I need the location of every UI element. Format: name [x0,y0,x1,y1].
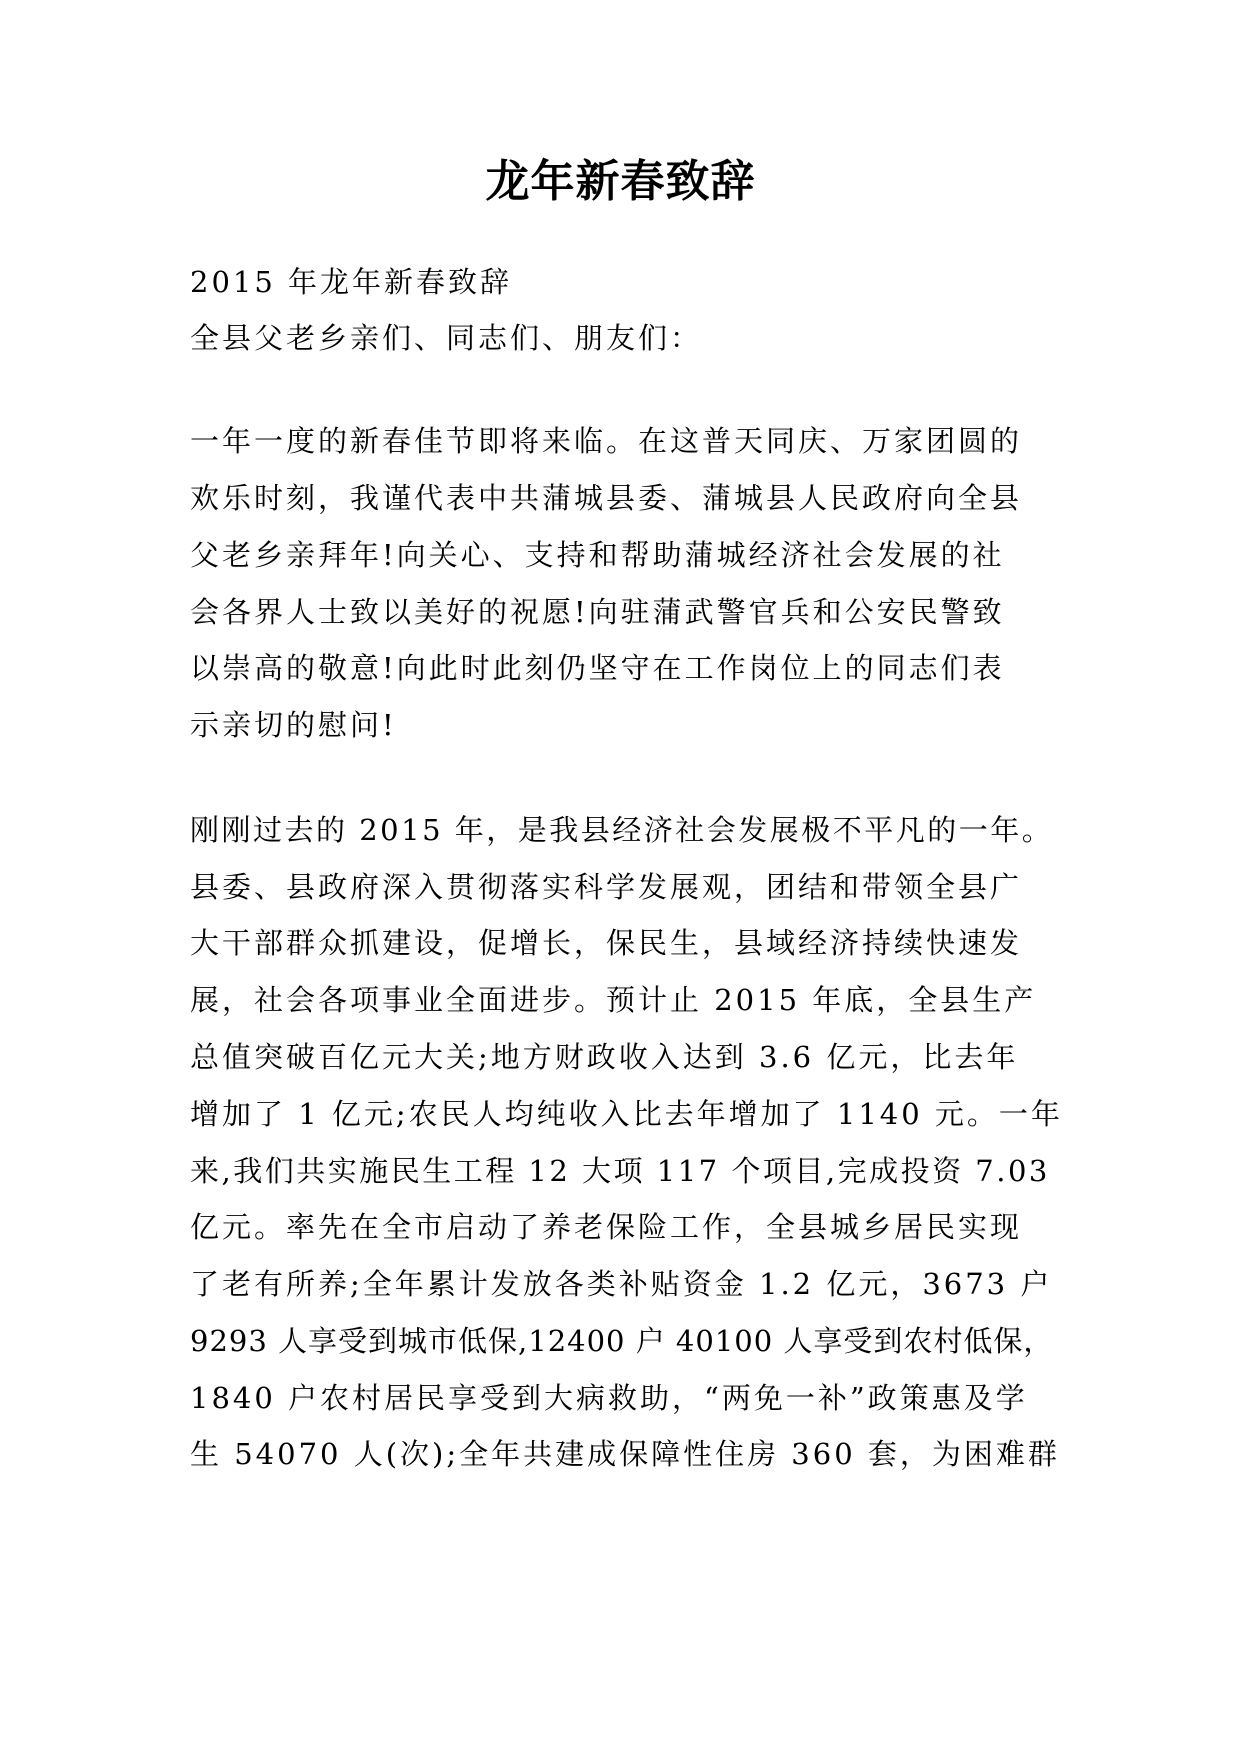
document-title: 龙年新春致辞 [485,156,756,207]
paragraph-line: 了老有所养;全年累计发放各类补贴资金 1.2 亿元，3673 户 [190,1267,1053,1301]
paragraph-line: 来,我们共实施民生工程 12 大项 117 个项目,完成投资 7.03 [190,1154,1050,1188]
paragraph-line: 一年一度的新春佳节即将来临。在这普天同庆、万家团圆的 [190,424,1023,458]
paragraph-line: 会各界人士致以美好的祝愿!向驻蒲武警官兵和公安民警致 [190,595,1005,629]
paragraph-line: 1840 户农村居民享受到大病救助，“两免一补”政策惠及学 [190,1381,1028,1415]
paragraph-line: 以崇高的敬意!向此时此刻仍坚守在工作岗位上的同志们表 [190,651,1005,685]
paragraph-line: 大干部群众抓建设，促增长，保民生，县域经济持续快速发 [190,926,1023,960]
paragraph-line: 刚刚过去的 2015 年，是我县经济社会发展极不平凡的一年。 [190,813,1054,847]
paragraph-line: 示亲切的慰问! [190,708,397,742]
paragraph-line: 亿元。率先在全市启动了养老保险工作，全县城乡居民实现 [190,1210,1023,1244]
salutation: 全县父老乡亲们、同志们、朋友们： [190,321,703,355]
paragraph-line: 总值突破百亿元大关;地方财政收入达到 3.6 亿元，比去年 [190,1040,1019,1074]
paragraph-line: 增加了 1 亿元;农民人均纯收入比去年增加了 1140 元。一年 [190,1097,1063,1131]
paragraph-line: 父老乡亲拜年!向关心、支持和帮助蒲城经济社会发展的社 [190,538,1005,572]
paragraph-line: 9293 人享受到城市低保,12400 户 40100 人享受到农村低保， [190,1324,1054,1358]
document-subtitle: 2015 年龙年新春致辞 [190,265,513,299]
paragraph-line: 欢乐时刻，我谨代表中共蒲城县委、蒲城县人民政府向全县 [190,481,1023,515]
paragraph-line: 展，社会各项事业全面进步。预计止 2015 年底，全县生产 [190,983,1037,1017]
paragraph-line: 县委、县政府深入贯彻落实科学发展观，团结和带领全县广 [190,870,1023,904]
paragraph-line: 生 54070 人(次);全年共建成保障性住房 360 套，为困难群 [190,1437,1060,1471]
